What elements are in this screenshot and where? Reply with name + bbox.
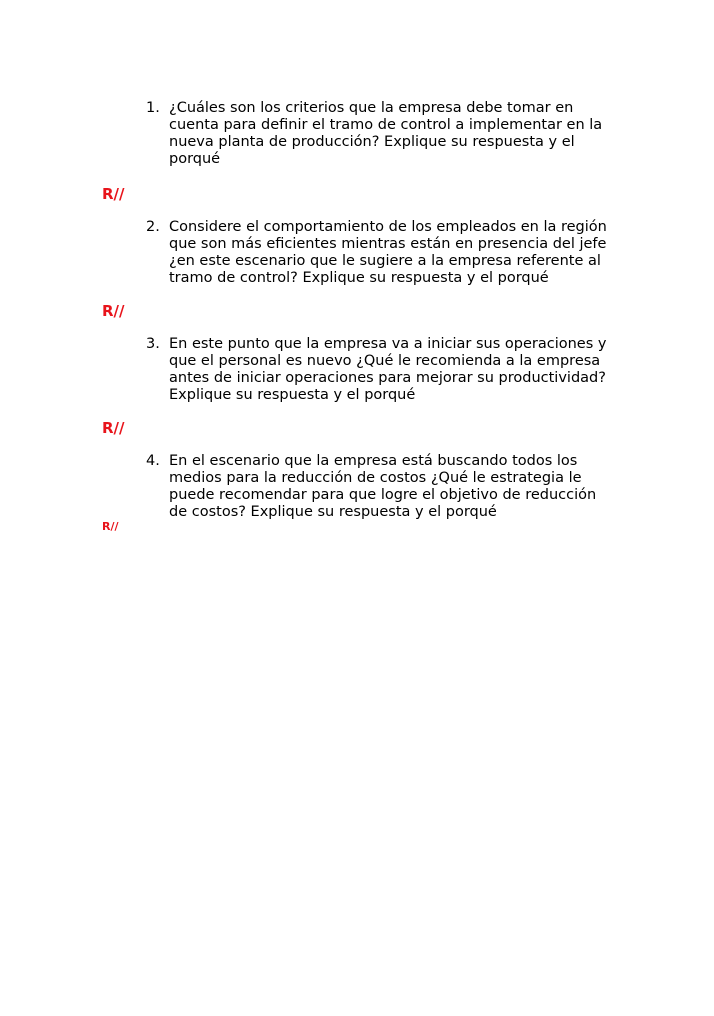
question-text: Considere el comportamiento de los empleados en la región que son más eficientes mientras están en presencia del jefe ¿en este escenario que le sugiere a la empresa referente al tramo de control? Explique su respuesta y el porqué bbox=[169, 219, 607, 286]
question-number: 3. bbox=[146, 336, 160, 352]
answer-label-2: R// bbox=[102, 302, 125, 320]
question-text: En este punto que la empresa va a iniciar sus operaciones y que el personal es nuevo ¿Qué le recomienda a la empresa antes de iniciar operaciones para mejorar su productividad? Explique su respuesta y el porqué bbox=[169, 336, 607, 403]
question-text: ¿Cuáles son los criterios que la empresa debe tomar en cuenta para definir el tramo de control a implementar en la nueva planta de producción? Explique su respuesta y el porqué bbox=[169, 100, 603, 167]
question-number: 1. bbox=[146, 100, 160, 116]
answer-label-3: R// bbox=[102, 419, 125, 437]
answer-label-1: R// bbox=[102, 185, 125, 203]
question-2 bbox=[146, 219, 616, 287]
question-number: 2. bbox=[146, 219, 160, 235]
question-number: 4. bbox=[146, 453, 160, 469]
question-text: En el escenario que la empresa está buscando todos los medios para la reducción de costos ¿Qué le estrategia le puede recomendar para que logre el objetivo de reducción de costos? Explique su respuesta y el porqué bbox=[169, 453, 597, 520]
answer-label-4: R// bbox=[102, 520, 119, 533]
question-1 bbox=[146, 100, 616, 168]
question-4 bbox=[146, 453, 616, 521]
question-3 bbox=[146, 336, 616, 404]
